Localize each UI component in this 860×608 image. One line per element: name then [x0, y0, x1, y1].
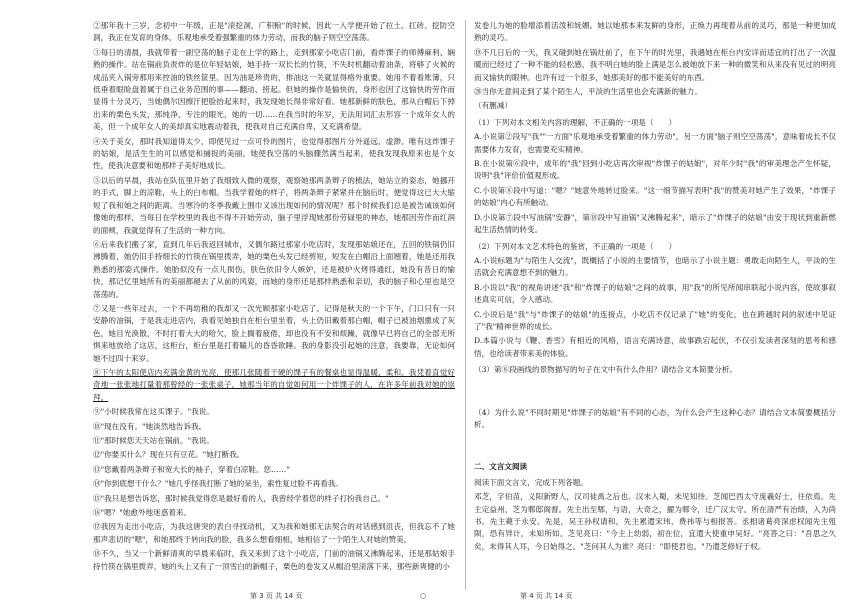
- dialogue-line: ⑮"我只是想告诉您，那时候我觉得您是最好看的人，我曾经学着您的样子打扮我自己。": [93, 493, 389, 503]
- reading-instruction: 阅读下面文言文，完成下列各题。: [474, 477, 588, 487]
- option-a[interactable]: A.小说标题为"与陌生人交流"，既概括了小说的主要情节，也暗示了小说主题：勇敢走向陌生人，平淡的生活就会充满意想不到的魅力。: [474, 255, 836, 278]
- paragraph: ⑳当你无意间走到了某个陌生人，平淡的生活里也会充满新的魅力。: [474, 87, 702, 97]
- paragraph: ⑦又是一些年过去，一个不再幼稚的我却又一次光顾那家小吃店了。记得是秋天的一个下午，门口只有一只安静的油锅，于是我走进店内，我看见她独自在柜台里坐着，头上仍旧戴着那白帽，帽子已被油烟熏成了灰色，她目光涣散，不时打着大大的哈欠，脸上搁着疲倦，却也没有不安和烦躁，就像早已将自己的全部无所惧来地放给了这店，这柜台，柜台里是打着瞌儿的昏昏欲睡。我的身影没引起她的注意，我要靠，无论如何她不过四十来岁。: [93, 303, 455, 363]
- source-note: （有删减）: [474, 101, 512, 111]
- dialogue-line: ⑩"现在没有。"她淡然地告诉我。: [93, 421, 207, 431]
- dialogue-line: ⑨"小时候我常在这买馃子。"我说。: [93, 407, 214, 417]
- page-number-right: 第 4 页 共 14 页: [520, 592, 573, 600]
- question-3: （3）第⑧段画线的景物描写的句子在文中有什么作用？请结合文本简要分析。: [474, 365, 738, 375]
- paragraph: ②那年我十三岁，念初中一年级，正是"滚挖洞，广积粮"的时候，因此一入学便开始了拉土、扛砖、挖防空洞，我正在发育的身体，乐观地承受着强繁重的体力劳动，而我的脑子则空空荡荡。: [93, 21, 455, 43]
- page-number-left: 第 3 页 共 14 页: [250, 592, 303, 600]
- paragraph: 发卷儿为她的脸增添着活泼和妩媚。她以她那本来发鲜的身形，正焕力再现着从前的灵巧，那是一种更加成熟的灵巧。: [474, 21, 836, 43]
- option-b[interactable]: B.小说以"我"的视角讲述"我"和"炸馃子的姑娘"之间的故事，用"我"的所见所闻串联起小说内容，使故事叙述真实可信，令人感动。: [474, 282, 836, 305]
- question-4: （4）为什么说"不同时期见"炸馃子的姑娘"有不同的心态，为什么会产生这种心态？请结合文本简要概括分析。: [474, 407, 836, 429]
- paragraph: ⑰我因为走出小吃店，为我这唐突的表白寻找动机，又为我和她那无法契合的对话感到沮丧，但我忘不了她那声悲切的"嗯"，和她那终于转向我的脸，我多么想看细相，她相信了一个陌生人对她的赞美。: [93, 522, 455, 544]
- dialogue-line: ⑯"嗯？"她愈外地迷惑着来。: [93, 508, 192, 518]
- paragraph: ③每日的清晨，我就带着一副空荡的脑子走在上学的路上，走到那家小吃店门前，看炸馃子的师傅麻利、娴熟的操作。站在锅前负责炸的是位年轻姑娘，她手持一双长长的竹筷，不失时机翻动着油条，将够了火候的成品夹入锅旁那用来控油的铁丝筐里。因为油是珍贵的，排油这一关就显得格外重要。她用不着看账簿，只低垂着眼睑盘着属于自己业务范围的事——翻动、捞起。但她的操作是愉快的，身形也因了这愉快的劳作而显得十分灵巧，当她偶尔因擦汗把脸抬起来时，我发现她长得非常好看。她那新鲜的肤色，那从白帽后下掉出来的栗色头发，那纯净、专注的眼光，她的一切……在我当时的年岁，无法用词汇去形容一个成年女人的美，但一个成年女人的美却真实地震动着我，使我对自己充满自卑，又充满希望。: [93, 47, 455, 132]
- paragraph-underlined: ⑧下午的太阳使店内充满金黄的光亮，使那几张随着干硬的馃子有的餐桌也显得温暖、柔和。我凭着直觉好奇地一张张地打量着那曾经的一张张桌子，她那当年的自觉如何用一个炸馃子的人，在许多年前我对她的崇拜。: [93, 367, 455, 402]
- option-a[interactable]: A.小说第②段写"我""一方面"乐观地承受着繁重的体力劳动"，另一方面"脑子则空空荡荡"，意味着成长不仅需要体力发育，也需要充实精神。: [474, 132, 836, 154]
- dialogue-line: ⑭"你到底想干什么？"她几乎怪我打断了她的呆坐，索性复过脸不再看我。: [93, 479, 343, 489]
- question-2: [474, 241, 836, 361]
- dialogue-line: ⑬"您戴着两条辫子和宽大长的袖子，穿着白凉鞋。您……": [93, 464, 290, 474]
- paragraph: ⑥后来我们搬了家，直到几年后我返回城市，又偶尔路过那家小吃店时，发现那姑娘还在，五回的铁锅仍旧沸腾着，她仍旧手持细长的竹筷在锅里拨弄，她的栗色头发已经剪短，短发在白帽沿上面翘着，她是还用我熟悉的那姿式操作。她胎似没有一点儿损伤，肤色依旧令人嫉妒，还是被炉火烤得通红，她没有昔日的愉快，那记忆里她所有的美丽都褪去了从前的风姿，而她的身形还是那样熟悉和亲切，我的脑子和心里也是空荡荡的。: [93, 239, 455, 299]
- question-stem: （1）下列对本文相关内容的理解，不正确的一项是（ ）: [474, 117, 677, 127]
- answer-space[interactable]: [474, 433, 836, 453]
- paragraph: ④关于美女，那时我知道得太少，即使见过一点可怜的图片，也觉得那图片分外遥远、虚渺。唯有这炸馃子的姑娘，是活生生的可以感觉和捕捉的美丽。她使我空荡的头脑骤然满当起来，使我发现我原来也是个女性，使我决意要和她那样子美好地成长。: [93, 136, 455, 171]
- classical-passage: 邓芝，字伯苗，义阳新野人，汉司徒禹之后也。汉末入蜀，未见知待。芝闻巴西太守庞羲好士，往依焉。先主定益州，芝为郫邸阁督。先主出至郫，与语，大奇之，擢为郫令，迁广汉太守。所在清严有治绩，入为尚书。先主薨于永安。先是，吴王孙权请和，先主累遣宋玮、费祎等与相报答。丞相诸葛亮深虑权闻先主殂陨，恐有异计，未知所如。芝见亮曰："今主上幼弱，初在位，宜遣大使重申吴好。"亮答之曰："吾思之久矣，未得其人耳，今日始得之。"芝问其人为谁？亮曰："即使君也。"乃遣芝修好于权。: [474, 492, 836, 551]
- left-column: [93, 20, 455, 575]
- section-title: 二、文言文阅读: [474, 462, 528, 472]
- paragraph: ⑱不久，当又一个新鲜清爽的早晨来临时，我又来到了这个小吃店，门前的油锅又沸腾起来，还是那姑娘手持竹筷在锅里拨弄，她的头上又有了一顶雪白的新帽子，栗色的卷发又从帽沿里滚落下来，那些新爽健的小: [93, 549, 455, 571]
- dialogue-line: ⑪"那时候您天天站在锅前。"我说。: [93, 436, 214, 445]
- option-b[interactable]: B.在小说第⑥段中，成年的"我"回到小吃店再次审视"炸馃子的姑娘"，对年少时"我"的审美理念产生怀疑，说明"我"评价价值观形成。: [474, 159, 836, 181]
- right-column: [474, 20, 836, 555]
- dialogue-line: ⑫"你要买什么？现在只有豆花。"她打断我。: [93, 450, 245, 460]
- paragraph: ⑤以后的早晨，我站在队伍里开始了我细致入微的观察，观察她那两条辫子的梳法，她站立的姿态，她挪开的手式，脚上的凉鞋，头上的白布帽。当我学着她的样子，将两条辫子紧紧并在脑后时，便觉得这已大大缩短了我和她之间的距离。当寒冷的冬季我戴上围巾又该出现如何的情况呢？那个时候我们总是被告诫该如何像她的那样，当每日在学校里的我也不得不开始劳动，脑子里浮现她那份劳碌里的神态，她那因劳作而红润的面颊，我就觉得有了生活的一种方向。: [93, 175, 455, 235]
- option-d[interactable]: D.小说第⑦段中写油锅"安静"，第⑱段中写油锅"又沸腾起来"，暗示了"炸馃子的姑娘"由安于现状到重新燃起生活热情的转变。: [474, 212, 836, 235]
- option-c[interactable]: C.小说第⑧段中写道："嗯？"她意外地转过脸来。"这一细节描写表明"我"的赞美对她产生了效果，"炸馃子的姑娘"内心有所触动。: [474, 185, 836, 208]
- column-divider: [465, 20, 466, 590]
- option-d[interactable]: D.本篇小说与《鞭、香雪》有相近的风格，语言充满诗意，故事跌宕起伏，不仅引发读者深刻的思考和感悟，也给读者带来美的体验。: [474, 336, 836, 358]
- question-1: [474, 117, 836, 237]
- option-c[interactable]: C.小说后是"我"与"炸馃子的姑娘"的连接点，小吃店不仅记录了"她"的变化，也在跨越时间的叙述中见证了"我"精神世界的成长。: [474, 309, 836, 331]
- question-stem: （2）下列对本文艺术特色的鉴赏，不正确的一项是（ ）: [474, 241, 677, 251]
- answer-space[interactable]: [474, 379, 836, 407]
- binding-circle: ○: [420, 592, 427, 600]
- paragraph: ⑲不几日后的一天，我又碰到她在锅灶前了，在下午的时光里，我遇她在柜台内安详而适宜的打出了一次温暖而已经过了一种不能的轻松感，我不明白她的脸上满是怎么被她放下来一种的微笑和从来没有见过的明亮而又愉快的眼神。也许有过一个很多，她那美好的那不能美好的东西。: [474, 47, 836, 82]
